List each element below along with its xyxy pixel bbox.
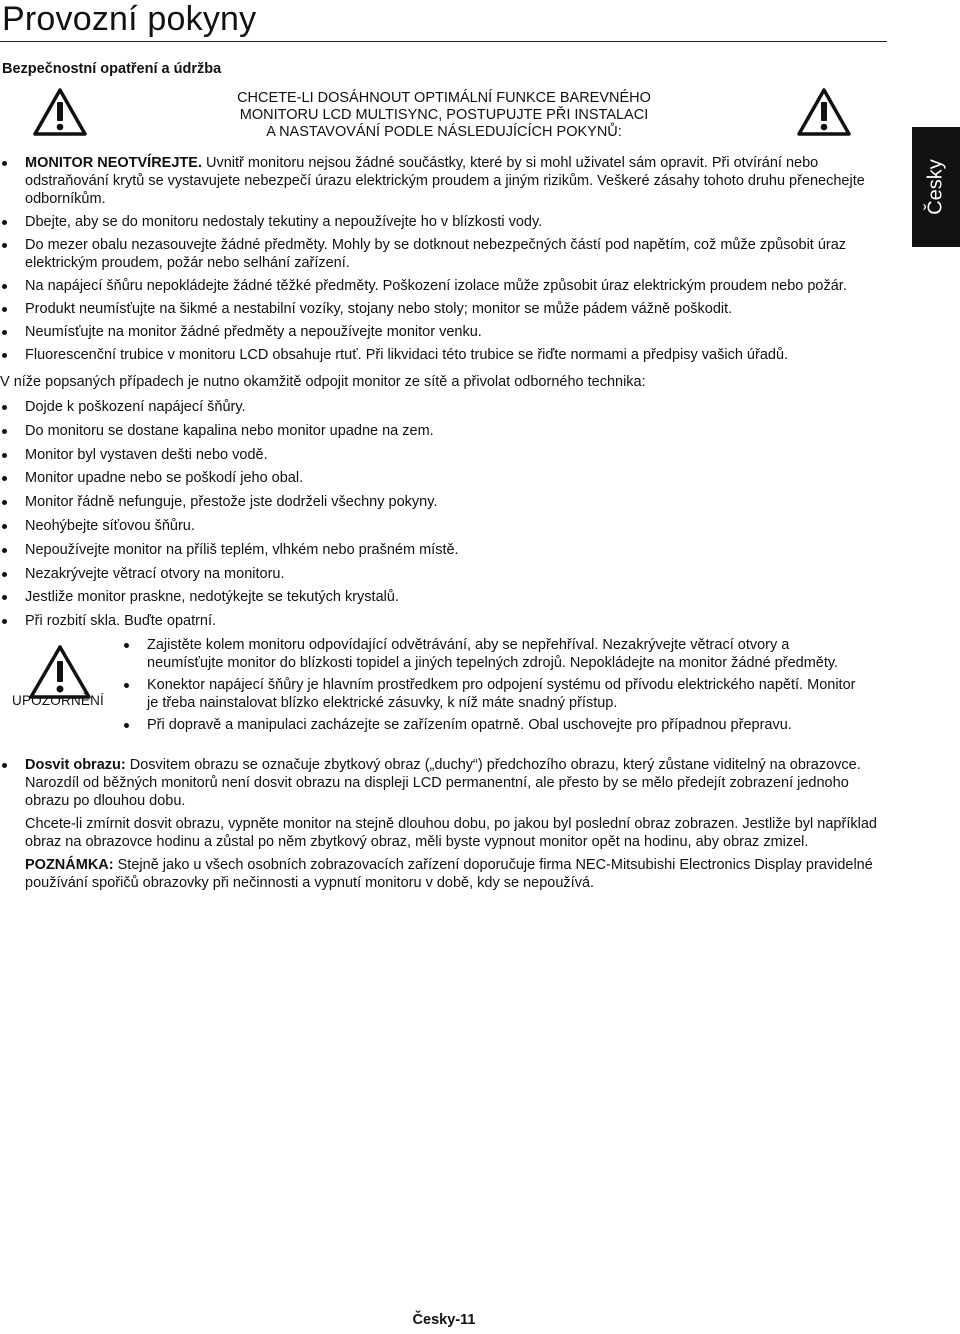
page-footer: Česky-11	[412, 1312, 476, 1328]
image-persistence-list	[0, 756, 888, 810]
list-item: Monitor upadne nebo se poškodí jeho obal.	[0, 469, 888, 487]
item-bold: MONITOR NEOTVÍREJTE.	[25, 155, 202, 171]
list-item: Neohýbejte síťovou šňůru.	[0, 517, 888, 535]
list-item: Při dopravě a manipulaci zacházejte se zařízením opatrně. Obal uschovejte pro případnou přepravu.	[122, 716, 862, 734]
caution-label: UPOZORNĚNÍ	[12, 692, 105, 708]
list-item: Při rozbití skla. Buďte opatrní.	[0, 612, 888, 630]
paragraph: Chcete-li zmírnit dosvit obrazu, vypněte monitor na stejně dlouhou dobu, po jakou byl poslední obraz zobrazen. Jestliže byl například obraz na obrazovce hodinu a zůstal po něm zbytkový obraz, měli byste vypnout monitor opět na hodinu, aby obraz zmizel.	[25, 815, 877, 850]
item-text: Neumísťujte na monitor žádné předměty a nepoužívejte monitor venku.	[25, 324, 482, 340]
list-item	[0, 154, 888, 208]
note-bold: POZNÁMKA:	[25, 856, 114, 873]
warning-triangle-icon	[32, 87, 88, 137]
item-text: Fluorescenční trubice v monitoru LCD obsahuje rtuť. Při likvidaci této trubice se řiďte normami a předpisy vašich úřadů.	[25, 347, 789, 363]
notice-line: CHCETE-LI DOSÁHNOUT OPTIMÁLNÍ FUNKCE BAREVNÉHO	[237, 90, 651, 106]
disconnect-intro: V níže popsaných případech je nutno okamžitě odpojit monitor ze sítě a přivolat odborného technika:	[0, 374, 646, 390]
list-item	[0, 236, 888, 272]
image-persistence-details	[0, 815, 888, 892]
list-item: Nepoužívejte monitor na příliš teplém, vlhkém nebo prašném místě.	[0, 541, 888, 559]
language-tab-label: Česky	[924, 159, 947, 215]
language-tab	[912, 127, 960, 247]
notice-line: A NASTAVOVÁNÍ PODLE NÁSLEDUJÍCÍCH POKYNŮ:	[266, 124, 622, 140]
list-item	[0, 277, 888, 295]
list-item: Do monitoru se dostane kapalina nebo monitor upadne na zem.	[0, 422, 888, 440]
list-item: Monitor řádně nefunguje, přestože jste dodrželi všechny pokyny.	[0, 493, 888, 511]
item-text: Produkt neumísťujte na šikmé a nestabilní vozíky, stojany nebo stoly; monitor se může pádem vážně poškodit.	[25, 301, 733, 317]
list-item	[0, 213, 888, 231]
item-bold: Dosvit obrazu:	[25, 756, 126, 773]
header-notice	[200, 90, 688, 141]
item-text: Do mezer obalu nezasouvejte žádné předměty. Mohly by se dotknout nebezpečných částí pod napětím, což může způsobit úraz elektrickým proudem, požár nebo selhání zařízení.	[25, 237, 847, 271]
note-paragraph	[25, 856, 888, 892]
list-item: Konektor napájecí šňůry je hlavním prostředkem pro odpojení systému od přívodu elektrického napětí. Monitor je třeba nainstalovat blízko elektrické zásuvky, k níž máte snadný přístup.	[122, 676, 862, 712]
warning-triangle-icon	[796, 87, 852, 137]
content	[0, 154, 888, 892]
list-item	[0, 323, 888, 341]
caution-list	[122, 636, 862, 738]
list-item: Monitor byl vystaven dešti nebo vodě.	[0, 446, 888, 464]
list-item: Nezakrývejte větrací otvory na monitoru.	[0, 565, 888, 583]
page-title: Provozní pokyny	[2, 0, 257, 38]
list-item	[0, 756, 888, 810]
item-text: Dbejte, aby se do monitoru nedostaly tekutiny a nepoužívejte ho v blízkosti vody.	[25, 214, 543, 230]
item-text: Na napájecí šňůru nepokládejte žádné těžké předměty. Poškození izolace může způsobit úraz elektrickým proudem nebo požár.	[25, 278, 847, 294]
list-item: Zajistěte kolem monitoru odpovídající odvětrávání, aby se nepřehříval. Nezakrývejte větrací otvory a neumísťujte monitor do blízkosti topidel a jiných tepelných zdrojů. Nepokládejte na monitor žádné předměty.	[122, 636, 862, 672]
note-text: Stejně jako u všech osobních zobrazovacích zařízení doporučuje firma NEC-Mitsubishi Electronics Display pravidelné používání spořičů obrazovky při nečinnosti a vypnutí monitoru v době, kdy se nepoužívá.	[25, 856, 873, 891]
disconnect-list	[0, 398, 888, 630]
safety-list	[0, 154, 888, 364]
list-item	[0, 346, 888, 364]
list-item	[0, 300, 888, 318]
section-heading: Bezpečnostní opatření a údržba	[2, 61, 222, 77]
notice-line: MONITORU LCD MULTISYNC, POSTUPUJTE PŘI INSTALACI	[239, 107, 649, 123]
list-item: Jestliže monitor praskne, nedotýkejte se tekutých krystalů.	[0, 588, 888, 606]
item-text: Uvnitř monitoru nejsou žádné součástky, které by si mohl uživatel sám opravit. Při otvírání nebo odstraňování krytů se vystavujete nebezpečí úrazu elektrickým proudem a jiným rizikům. Veškeré zásahy tohoto druhu přenechejte odborníkům.	[25, 155, 865, 207]
title-rule	[0, 41, 887, 42]
caution-block	[0, 636, 888, 756]
list-item: Dojde k poškození napájecí šňůry.	[0, 398, 888, 416]
item-text: Dosvitem obrazu se označuje zbytkový obraz („duchy“) předchozího obrazu, který zůstane viditelný na obrazovce. Narozdíl od běžných monitorů není dosvit obrazu na displeji LCD permanentní, ale přesto by se mělo předejít zobrazení jednoho obrazu po dlouhou dobu.	[25, 756, 861, 809]
